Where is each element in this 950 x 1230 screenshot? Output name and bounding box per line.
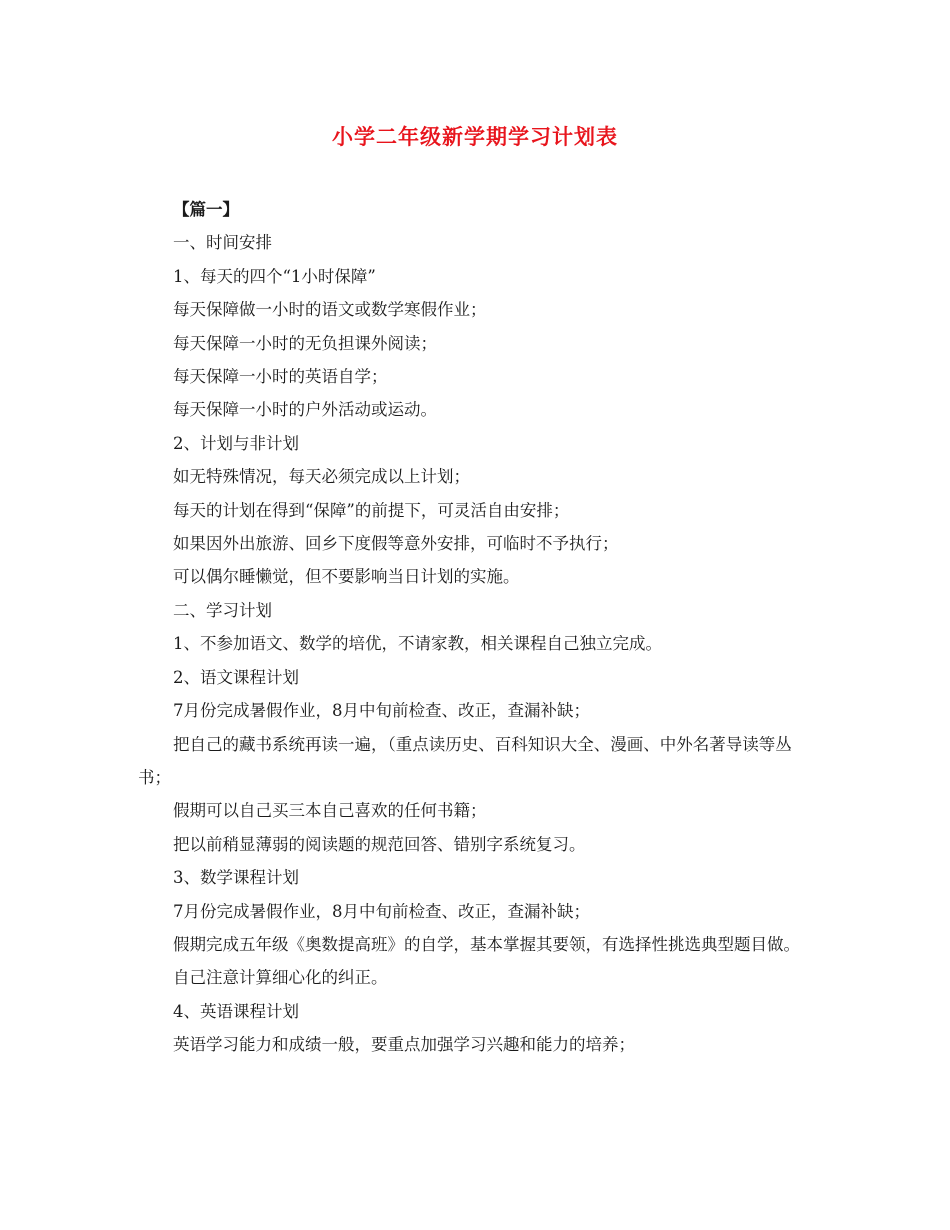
document-body bbox=[138, 193, 816, 1062]
subheading-four-hours: 1、每天的四个“1小时保障” bbox=[173, 266, 376, 286]
paragraph: 可以偶尔睡懒觉，但不要影响当日计划的实施。 bbox=[173, 567, 520, 587]
paragraph: 每天保障一小时的英语自学； bbox=[173, 367, 388, 387]
paragraph: 7月份完成暑假作业，8月中旬前检查、改正，查漏补缺； bbox=[173, 901, 590, 921]
paragraph: 自己注意计算细心化的纠正。 bbox=[173, 968, 388, 988]
heading-study-plan: 二、学习计划 bbox=[173, 600, 272, 620]
paragraph: 每天保障做一小时的语文或数学寒假作业； bbox=[173, 300, 487, 320]
paragraph: 假期可以自己买三本自己喜欢的任何书籍； bbox=[173, 801, 487, 821]
section-label: 【篇一】 bbox=[173, 200, 239, 219]
subheading-plan: 2、计划与非计划 bbox=[173, 433, 299, 453]
paragraph: 把以前稍显薄弱的阅读题的规范回答、错别字系统复习。 bbox=[173, 834, 586, 854]
paragraph: 每天的计划在得到“保障”的前提下，可灵活自由安排； bbox=[173, 500, 570, 520]
subheading-chinese: 2、语文课程计划 bbox=[173, 667, 299, 687]
paragraph: 每天保障一小时的户外活动或运动。 bbox=[173, 400, 437, 420]
paragraph: 1、不参加语文、数学的培优，不请家教，相关课程自己独立完成。 bbox=[173, 634, 662, 654]
subheading-math: 3、数学课程计划 bbox=[173, 868, 299, 888]
document-title: 小学二年级新学期学习计划表 bbox=[332, 124, 618, 149]
paragraph: 7月份完成暑假作业，8月中旬前检查、改正，查漏补缺； bbox=[173, 701, 590, 721]
paragraph: 英语学习能力和成绩一般，要重点加强学习兴趣和能力的培养； bbox=[173, 1035, 635, 1055]
paragraph: 假期完成五年级《奥数提高班》的自学，基本掌握其要领，有选择性挑选典型题目做。 bbox=[173, 934, 800, 954]
heading-time-schedule: 一、时间安排 bbox=[173, 233, 272, 253]
paragraph: 把自己的藏书系统再读一遍，（重点读历史、百科知识大全、漫画、中外名著导读等丛书； bbox=[138, 734, 792, 787]
subheading-english: 4、英语课程计划 bbox=[173, 1001, 299, 1021]
paragraph: 如果因外出旅游、回乡下度假等意外安排，可临时不予执行； bbox=[173, 534, 619, 554]
paragraph: 每天保障一小时的无负担课外阅读； bbox=[173, 333, 437, 353]
paragraph: 如无特殊情况，每天必须完成以上计划； bbox=[173, 467, 470, 487]
